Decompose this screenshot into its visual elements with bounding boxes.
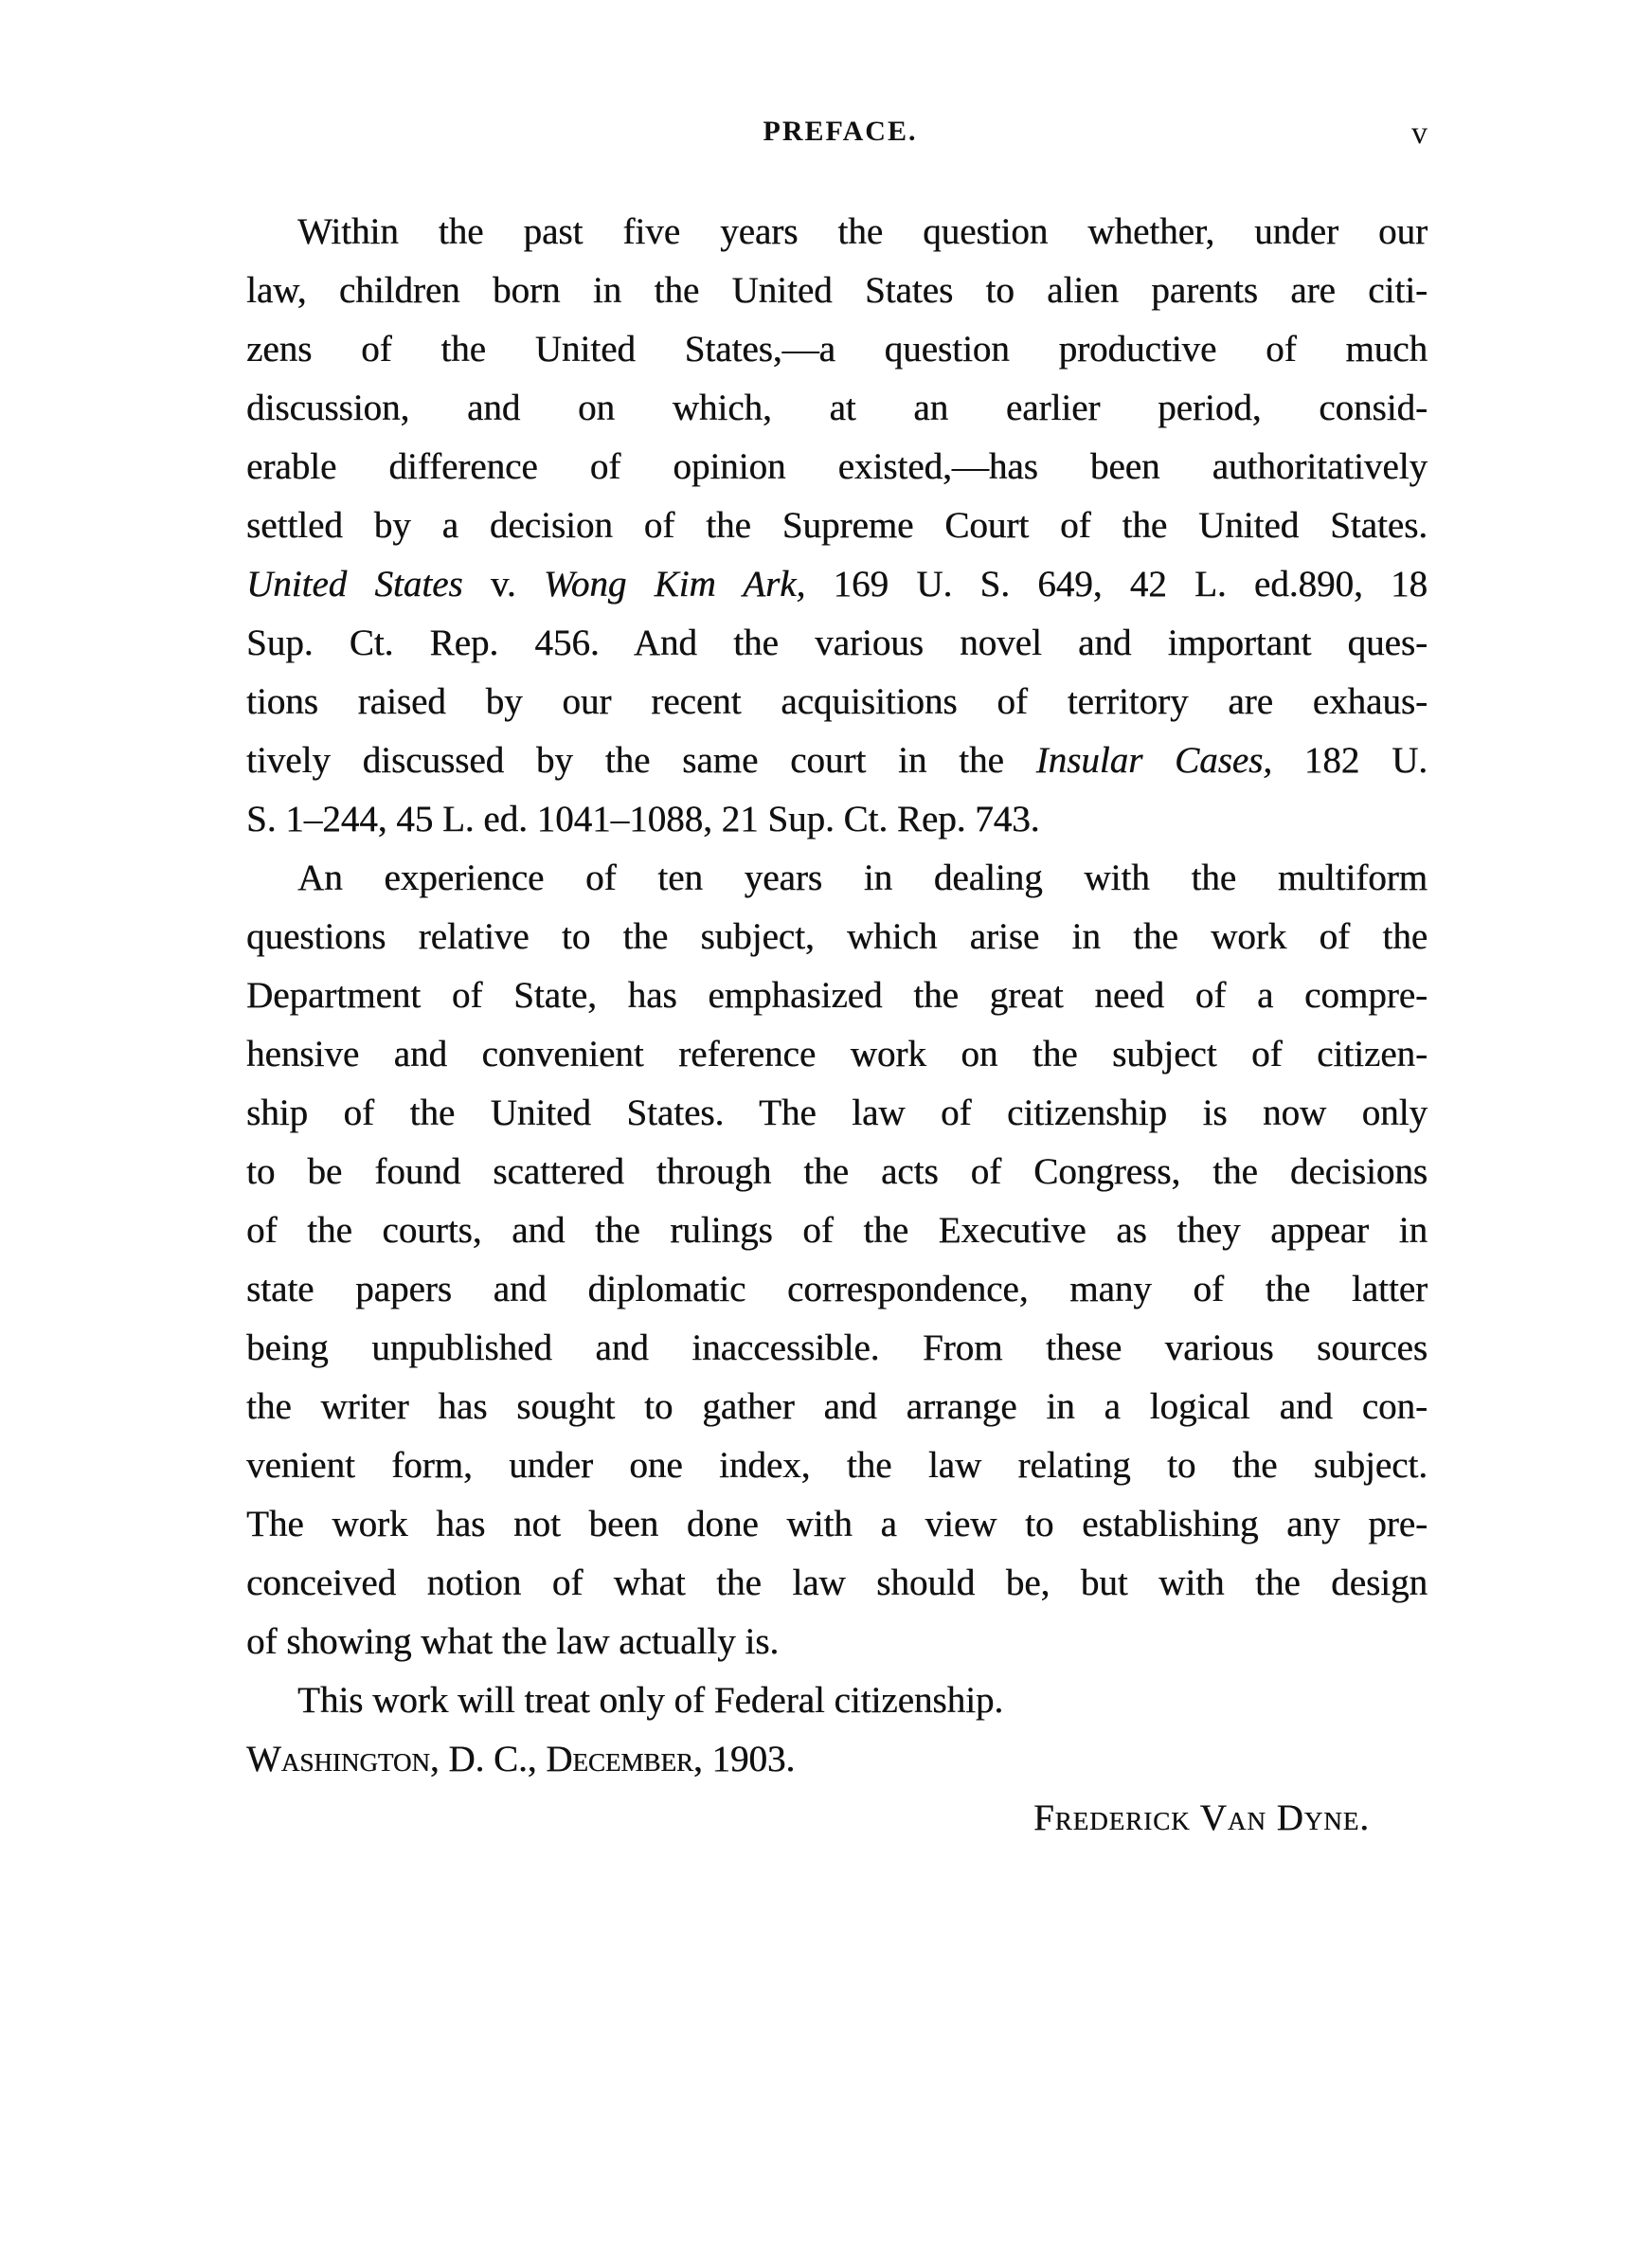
text-line <box>246 502 1428 550</box>
text-segment: This work will treat only of Federal citizenship. <box>297 1680 1004 1721</box>
text-line <box>246 913 1428 961</box>
text-line <box>246 267 1428 315</box>
text-segment: venient form, under one index, the law relating to the subject. <box>246 1445 1428 1486</box>
text-segment: Washington, D. C., December, 1903. <box>246 1739 796 1779</box>
text-line <box>246 620 1428 667</box>
text-line <box>246 1560 1428 1607</box>
text-line <box>246 1090 1428 1137</box>
text-segment: law, children born in the United States to alien parents are citi- <box>246 270 1428 311</box>
text-line <box>297 1677 1428 1724</box>
text-segment: settled by a decision of the Supreme Court of the United States. <box>246 505 1428 546</box>
text-segment: state papers and diplomatic correspondence, many of the latter <box>246 1269 1428 1309</box>
italic-citation: United States <box>246 564 463 605</box>
text-segment: The work has not been done with a view to establishing any pre- <box>246 1504 1428 1544</box>
text-segment: S. 1–244, 45 L. ed. 1041–1088, 21 Sup. Ct. Rep. 743. <box>246 799 1040 840</box>
text-segment: Within the past five years the question whether, under our <box>297 211 1428 252</box>
text-line <box>297 855 1428 902</box>
text-line <box>246 326 1428 373</box>
dateline <box>246 1736 1428 1783</box>
text-line <box>246 385 1428 432</box>
text-segment: erable difference of opinion existed,—has been authoritatively <box>246 446 1428 487</box>
text-segment: Department of State, has emphasized the great need of a compre- <box>246 975 1428 1016</box>
text-segment: 169 U. S. 649, 42 L. ed.890, 18 <box>805 564 1428 605</box>
text-segment: Frederick Van Dyne. <box>1032 1797 1370 1838</box>
text-line <box>246 1618 1428 1666</box>
text-line <box>246 1207 1428 1255</box>
text-segment: being unpublished and inaccessible. From these various sources <box>246 1327 1428 1368</box>
text-line <box>246 1501 1428 1548</box>
text-segment: 182 U. <box>1271 740 1428 781</box>
italic-citation: Wong Kim Ark, <box>543 564 806 605</box>
author-signature <box>1033 1795 1370 1842</box>
text-line <box>246 1031 1428 1078</box>
text-line <box>297 208 1428 256</box>
text-line <box>246 1148 1428 1196</box>
text-line <box>246 561 1428 608</box>
text-line <box>246 1442 1428 1490</box>
text-segment: zens of the United States,—a question productive of much <box>246 329 1428 370</box>
text-segment: v. <box>462 564 544 605</box>
text-segment: Sup. Ct. Rep. 456. And the various novel and important ques- <box>246 623 1428 663</box>
running-head: PREFACE. <box>763 116 918 147</box>
text-segment: of the courts, and the rulings of the Executive as they appear in <box>246 1210 1428 1251</box>
text-segment: discussion, and on which, at an earlier period, consid- <box>246 388 1428 428</box>
text-line <box>246 678 1428 726</box>
text-segment: tively discussed by the same court in the <box>246 740 1036 781</box>
text-segment: tions raised by our recent acquisitions of territory are exhaus- <box>246 681 1428 722</box>
italic-citation: Insular Cases, <box>1035 740 1272 781</box>
text-line <box>246 443 1428 491</box>
text-line <box>246 796 1428 843</box>
text-line <box>246 972 1428 1020</box>
page-number: v <box>1411 116 1429 151</box>
text-segment: An experience of ten years in dealing with the multiform <box>297 858 1428 898</box>
text-line <box>246 737 1428 785</box>
text-line <box>246 1266 1428 1313</box>
text-line <box>246 1325 1428 1372</box>
text-segment: the writer has sought to gather and arrange in a logical and con- <box>246 1386 1428 1427</box>
text-segment: conceived notion of what the law should be, but with the design <box>246 1562 1428 1603</box>
text-segment: hensive and convenient reference work on the subject of citizen- <box>246 1034 1428 1074</box>
text-segment: of showing what the law actually is. <box>246 1621 780 1662</box>
text-line <box>246 1383 1428 1431</box>
text-segment: questions relative to the subject, which arise in the work of the <box>246 916 1428 957</box>
text-segment: ship of the United States. The law of citizenship is now only <box>246 1092 1428 1133</box>
text-segment: to be found scattered through the acts of Congress, the decisions <box>246 1151 1428 1192</box>
